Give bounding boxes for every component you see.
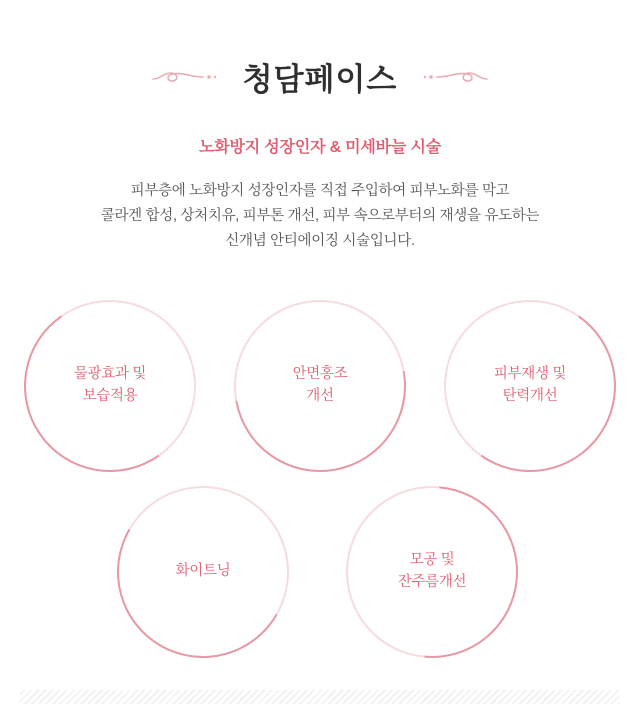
effect-circle-5 [346,486,518,658]
effect-2-line-2: 개선 [306,388,334,404]
description-line-1: 피부층에 노화방지 성장인자를 직접 주입하여 피부노화를 막고 [130,183,510,199]
description-line-3: 신개념 안티에이징 시술입니다. [225,232,415,249]
effect-circle-3-label [494,364,566,408]
effect-circle-3 [444,300,616,472]
effect-2-line-1: 안면홍조 [292,366,348,383]
effect-1-line-2: 보습적용 [82,388,138,404]
effect-4-line-1: 화이트닝 [175,563,231,580]
effect-circle-4 [117,486,289,658]
description-line-2: 콜라겐 합성, 상처치유, 피부톤 개선, 피부 속으로부터의 재생을 유도하는 [100,207,540,224]
effect-3-line-1: 피부재생 및 [493,366,567,383]
effect-circle-4-label [176,561,231,583]
effect-circle-2 [234,300,406,472]
bottom-hatch-divider [20,690,620,704]
effect-5-line-2: 잔주름개선 [397,574,467,590]
page-description [0,179,640,254]
page-title: 청담페이스 [242,61,398,97]
flourish-left-icon [151,66,217,93]
page-subtitle: 노화방지 성장인자 & 미세바늘 시술 [199,139,441,156]
effect-5-line-1: 모공 및 [409,552,455,569]
effect-circle-5-label [398,550,467,594]
flourish-right-icon [423,66,489,93]
effect-1-line-1: 물광효과 및 [73,366,147,383]
page-header [0,0,640,106]
effect-circle-1 [24,300,196,472]
effect-3-line-2: 탄력개선 [502,388,558,404]
effect-circle-2-label [293,364,348,408]
effect-circle-1-label [74,364,146,408]
